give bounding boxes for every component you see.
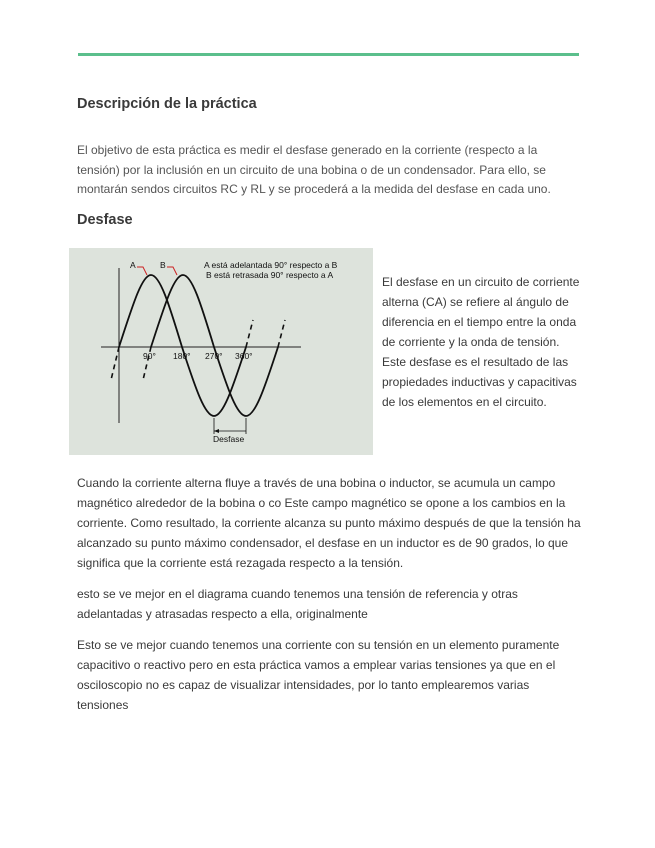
body-paragraph-2: esto se ve mejor en el diagrama cuando tenemos una tensión de referencia y otras adelantadas y atrasadas respecto a ella, originalmente bbox=[77, 587, 518, 621]
note-line-2: B está retrasada 90° respecto a A bbox=[206, 270, 334, 280]
label-b-leader bbox=[167, 267, 177, 275]
body-paragraph-1: Cuando la corriente alterna fluye a través de una bobina o inductor, se acumula un campo magnético alrededor de la bobina o co Este campo magnético se opone a los cambios en la corriente. Como resultado, la corriente alcanza su punto máximo después de que la tensión ha alcanzado su punto máximo condensador, el desfase en un inductor es de 90 grados, lo que significa que la corriente está rezagada respecto a la tensión. bbox=[77, 476, 581, 570]
desfase-arrowhead bbox=[214, 429, 219, 433]
phase-shift-svg bbox=[69, 248, 373, 455]
note-line-1: A está adelantada 90° respecto a B bbox=[204, 260, 338, 270]
label-a-leader bbox=[137, 267, 147, 275]
top-divider bbox=[78, 53, 579, 56]
body-paragraph-3: Esto se ve mejor cuando tenemos una corriente con su tensión en un elemento puramente capacitivo o reactivo pero en esta práctica vamos a emplear varias tensiones ya que en el osciloscopio no es capaz de visualizar intensidades, por lo tanto emplearemos varias tensiones bbox=[77, 638, 560, 712]
phase-shift-diagram bbox=[69, 248, 373, 455]
wave-a-dashed-end bbox=[246, 320, 253, 347]
tick-label-270: 270° bbox=[205, 351, 223, 361]
wave-a bbox=[119, 275, 246, 416]
wave-b-dashed-end bbox=[278, 320, 285, 347]
side-paragraph: El desfase en un circuito de corriente alterna (CA) se refiere al ángulo de diferencia en el tiempo entre la onda de corriente y la onda de tensión. Este desfase es el resultado de las propiedades inductivas y capacitivas de los elementos en el circuito. bbox=[382, 275, 580, 409]
tick-label-360: 360° bbox=[235, 351, 253, 361]
wave-b bbox=[151, 275, 278, 416]
intro-paragraph: El objetivo de esta práctica es medir el desfase generado en la corriente (respecto a la tensión) por la inclusión en un circuito de una bobina o de un condensador. Para ello, se montarán sendos circuitos RC y RL y se procederá a la medida del desfase en cada uno. bbox=[77, 143, 551, 196]
label-b: B bbox=[160, 260, 166, 270]
section-heading-description: Descripción de la práctica bbox=[77, 96, 257, 112]
wave-a-dashed-start bbox=[111, 347, 119, 380]
tick-label-90: 90° bbox=[143, 351, 156, 361]
desfase-label: Desfase bbox=[213, 434, 245, 444]
tick-label-180: 180° bbox=[173, 351, 191, 361]
label-a: A bbox=[130, 260, 136, 270]
section-heading-desfase: Desfase bbox=[77, 212, 133, 228]
